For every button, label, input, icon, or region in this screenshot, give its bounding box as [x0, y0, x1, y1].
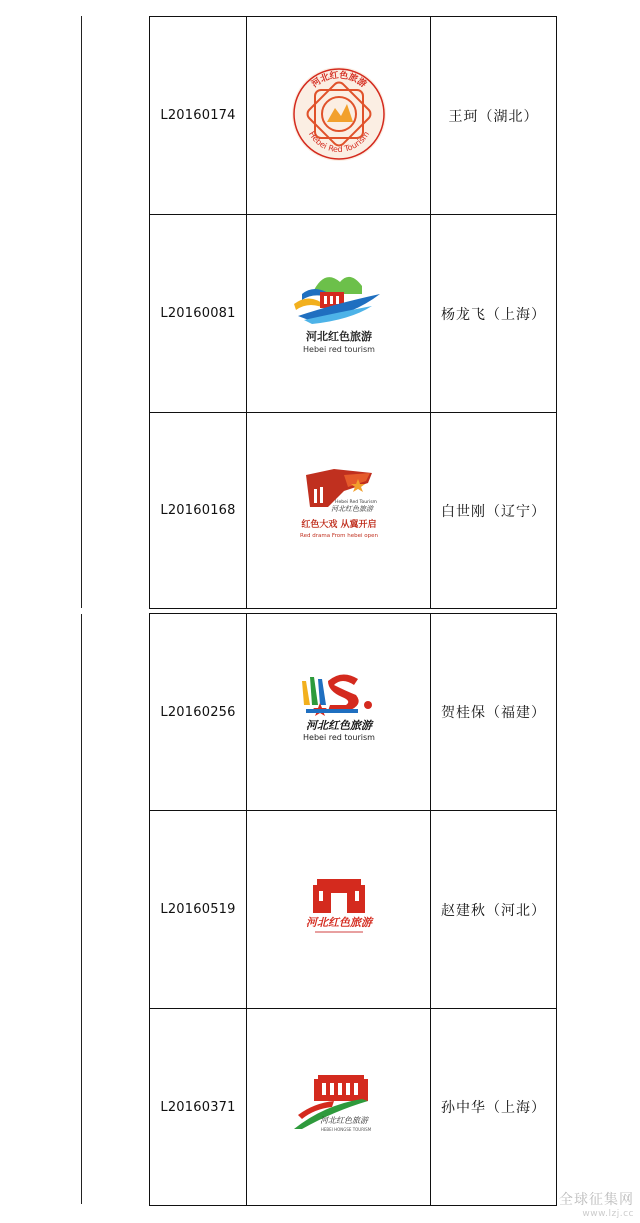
red-seal-logo-icon [289, 64, 389, 168]
designer-name: 贺桂保（福建） [431, 614, 557, 811]
svg-text:河北红色旅游: 河北红色旅游 [305, 915, 372, 929]
logo-cell [247, 413, 431, 609]
designer-name: 赵建秋（河北） [431, 811, 557, 1009]
svg-text:河北红色旅游: 河北红色旅游 [309, 70, 368, 90]
designer-name: 杨龙飞（上海） [431, 215, 557, 413]
svg-text:Red drama From hebei open: Red drama From hebei open [299, 532, 378, 539]
site-watermark [559, 1193, 634, 1221]
svg-text:河北红色旅游: 河北红色旅游 [305, 329, 372, 343]
svg-text:Hebei Red Tourism: Hebei Red Tourism [334, 499, 377, 505]
logo-table-top [149, 16, 557, 609]
designer-name: 王珂（湖北） [431, 17, 557, 215]
red-great-wall-logo-icon [284, 461, 394, 561]
left-rule-bottom [81, 614, 82, 1204]
watermark-url: www.lzj.cc [582, 1209, 634, 1219]
table-row [150, 614, 557, 811]
logo-cell [247, 17, 431, 215]
designer-name: 孙中华（上海） [431, 1009, 557, 1206]
watermark-title: 全球征集网 [559, 1192, 634, 1208]
table-row [150, 17, 557, 215]
entry-code: L20160256 [150, 614, 247, 811]
left-rule-top [81, 16, 82, 608]
designer-name: 白世刚（辽宁） [431, 413, 557, 609]
entry-code: L20160174 [150, 17, 247, 215]
table-row [150, 215, 557, 413]
entry-code: L20160168 [150, 413, 247, 609]
table-row [150, 811, 557, 1009]
svg-text:河北红色旅游: 河北红色旅游 [305, 719, 372, 732]
hs-letters-logo-icon [284, 665, 394, 759]
logo-cell [247, 1009, 431, 1206]
red-gate-logo-icon [289, 873, 389, 947]
red-building-flag-logo-icon [284, 1065, 394, 1149]
ribbon-landscape-logo-icon [284, 264, 394, 364]
svg-text:红色大戏 从冀开启: 红色大戏 从冀开启 [300, 519, 377, 530]
table-row [150, 1009, 557, 1206]
entry-code: L20160081 [150, 215, 247, 413]
entry-code: L20160519 [150, 811, 247, 1009]
svg-text:河北红色旅游: 河北红色旅游 [330, 504, 373, 513]
svg-text:HEBEI HONGSE TOURISM: HEBEI HONGSE TOURISM [320, 1127, 371, 1132]
logo-cell [247, 614, 431, 811]
logo-cell [247, 215, 431, 413]
svg-text:Hebei Red Tourism: Hebei Red Tourism [306, 129, 371, 154]
svg-text:河北红色旅游: 河北红色旅游 [319, 1116, 368, 1125]
svg-text:Hebei red tourism: Hebei red tourism [302, 733, 375, 742]
svg-text:Hebei red tourism: Hebei red tourism [302, 344, 375, 354]
table-row [150, 413, 557, 609]
entry-code: L20160371 [150, 1009, 247, 1206]
logo-cell [247, 811, 431, 1009]
logo-table-bottom [149, 613, 557, 1206]
